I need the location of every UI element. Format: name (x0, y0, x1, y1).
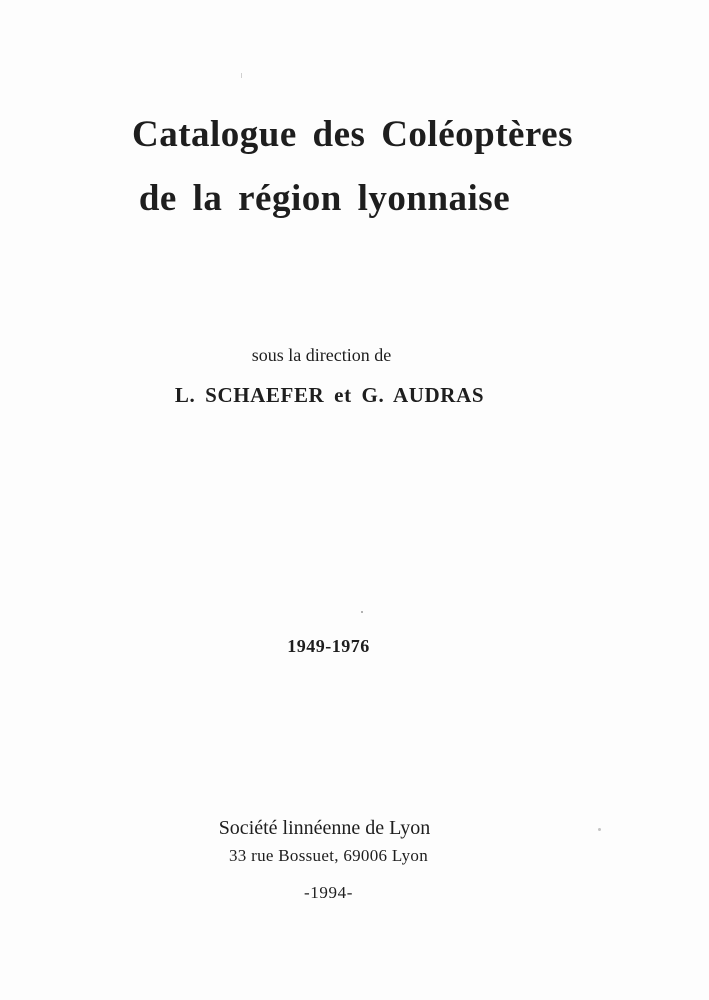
paper-speck (361, 611, 363, 613)
publisher-address: 33 rue Bossuet, 69006 Lyon (228, 846, 429, 865)
paper-speck (598, 828, 601, 831)
paper-speck (241, 73, 242, 78)
publication-year: -1994- (304, 883, 353, 902)
authors: L. SCHAEFER et G. AUDRAS (174, 383, 485, 407)
title-line-1: Catalogue des Coléoptères (131, 114, 574, 155)
direction-label: sous la direction de (251, 345, 392, 365)
period-years: 1949-1976 (287, 636, 370, 656)
title-line-2: de la région lyonnaise (138, 178, 511, 219)
publisher-name: Société linnéenne de Lyon (218, 817, 431, 839)
